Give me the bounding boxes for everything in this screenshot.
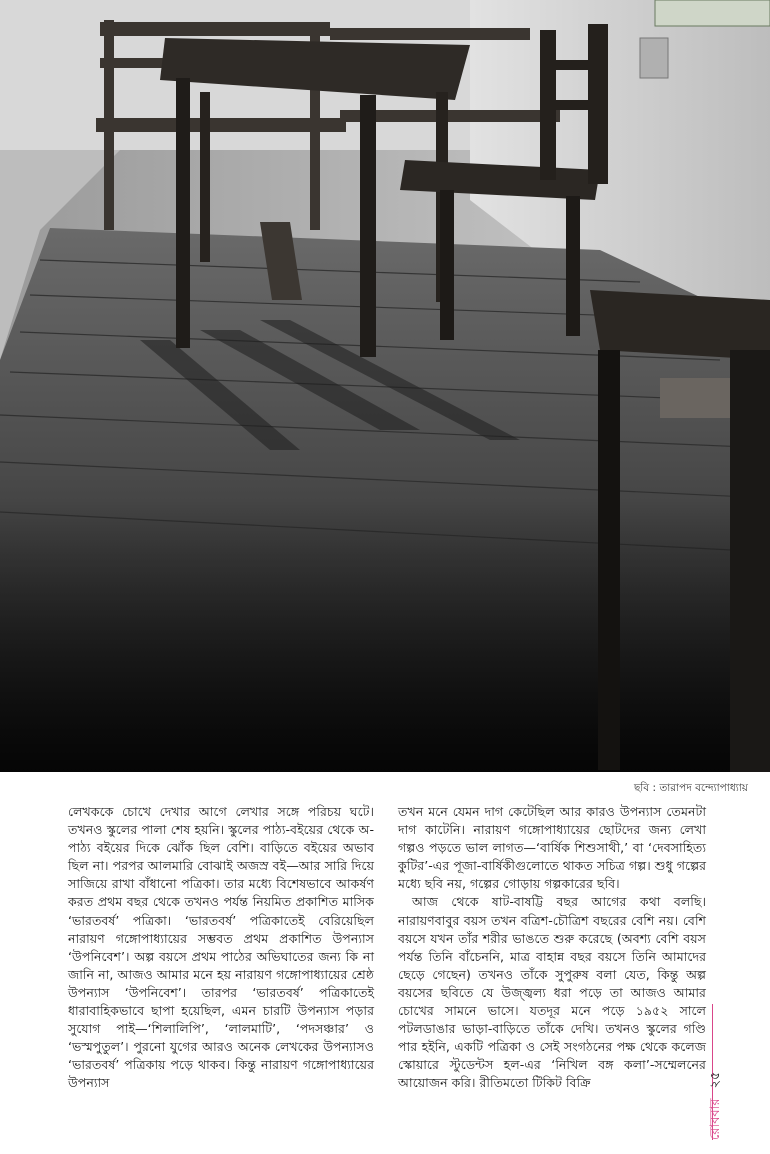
- page-number: ২৫: [708, 1071, 723, 1089]
- paragraph: আজ থেকে ষাট-বাষট্টি বছর আগের কথা বলছি। নারায়ণবাবুর বয়স তখন বত্রিশ-চৌত্রিশ বছরের বেশি নয়। বেশি বয়সে যখন তাঁর শরীর ভাঙতে শুরু করেছে (অবশ্য বেশি বয়স পর্যন্ত তিনি বাঁচেননি, মাত্র বাহান্ন বছর বয়সে তিনি আমাদের ছেড়ে গেছেন) তখনও তাঁকে সুপুরুষ বলা যেত, কিন্তু অল্প বয়সের ছবিতে যে উজ্জ্বল্য ধরা পড়ে তা আজও আমার চোখের সামনে ভাসে। যতদূর মনে পড়ে ১৯৫২ সালে পটলডাঙার ভাড়া-বাড়িতে তাঁকে দেখি। তখনও স্কুলের গণ্ডি পার হইনি, একটি পত্রিকা ও সেই সংগঠনের পক্ষ থেকে কলেজ স্কোয়ারে স্টুডেন্টস হল-এর ‘নিখিল বঙ্গ কলা’-সম্মেলনের আয়োজন করি। রীতিমতো টিকিট বিক্রি: [398, 894, 706, 1091]
- article-column-right: [398, 803, 706, 1093]
- magazine-name: রোববার: [708, 1098, 723, 1140]
- photo-credit: ছবি : তারাপদ বন্দ্যোপাধ্যায়: [633, 782, 748, 794]
- paragraph: লেখককে চোখে দেখার আগে লেখার সঙ্গে পরিচয় ঘটে। তখনও স্কুলের পালা শেষ হয়নি। স্কুলের পাঠ্য-বইয়ের থেকে অ-পাঠ্য বইয়ের দিকে ঝোঁক ছিল বেশি। বাড়িতে বইয়ের অভাব ছিল না। পরপর আলমারি বোঝাই অজস্র বই—আর সারি দিয়ে সাজিয়ে রাখা বাঁধানো পত্রিকা। তার মধ্যে বিশেষভাবে আকর্ষণ করত প্রথম বছর থেকে তখনও পর্যন্ত নিয়মিত প্রকাশিত মাসিক ‘ভারতবর্ষ’ পত্রিকা। ‘ভারতবর্ষ’ পত্রিকাতেই বেরিয়েছিল নারায়ণ গঙ্গোপাধ্যায়ের সম্ভবত প্রথম প্রকাশিত উপন্যাস ‘উপনিবেশ’। অল্প বয়সে প্রথম পাঠের অভিঘাতের জন্য কি না জানি না, আজও আমার মনে হয় নারায়ণ গঙ্গোপাধ্যায়ের শ্রেষ্ঠ উপন্যাস ‘উপনিবেশ’। তারপর ‘ভারতবর্ষ’ পত্রিকাতেই ধারাবাহিকভাবে ছাপা হয়েছিল, এমন চারটি উপন্যাস পড়ার সুযোগ পাই—‘শিলালিপি’, ‘লালমাটি’, ‘পদসঞ্চার’ ও ‘ভস্মপুতুল’। পুরনো যুগের আরও অনেক লেখকের উপন্যাসও ‘ভারতবর্ষ’ পত্রিকায় পড়ে থাকব। কিন্তু নারায়ণ গঙ্গোপাধ্যায়ের উপন্যাস: [68, 804, 374, 1091]
- article-column-left: [68, 803, 374, 1093]
- paragraph: তখন মনে যেমন দাগ কেটেছিল আর কারও উপন্যাস তেমনটা দাগ কাটেনি। নারায়ণ গঙ্গোপাধ্যায়ের ছোটদের জন্য লেখা গল্পও পড়তে ভাল লাগত—‘বার্ষিক শিশুসাথী,’ বা ‘দেবসাহিত্য কুটির’-এর পূজা-বার্ষিকীগুলোতে থাকত সচিত্র গল্প। শুধু গল্পের মধ্যে ছবি নয়, গল্পের গোড়ায় গল্পকারের ছবি।: [398, 804, 706, 892]
- folio: [706, 1072, 727, 1140]
